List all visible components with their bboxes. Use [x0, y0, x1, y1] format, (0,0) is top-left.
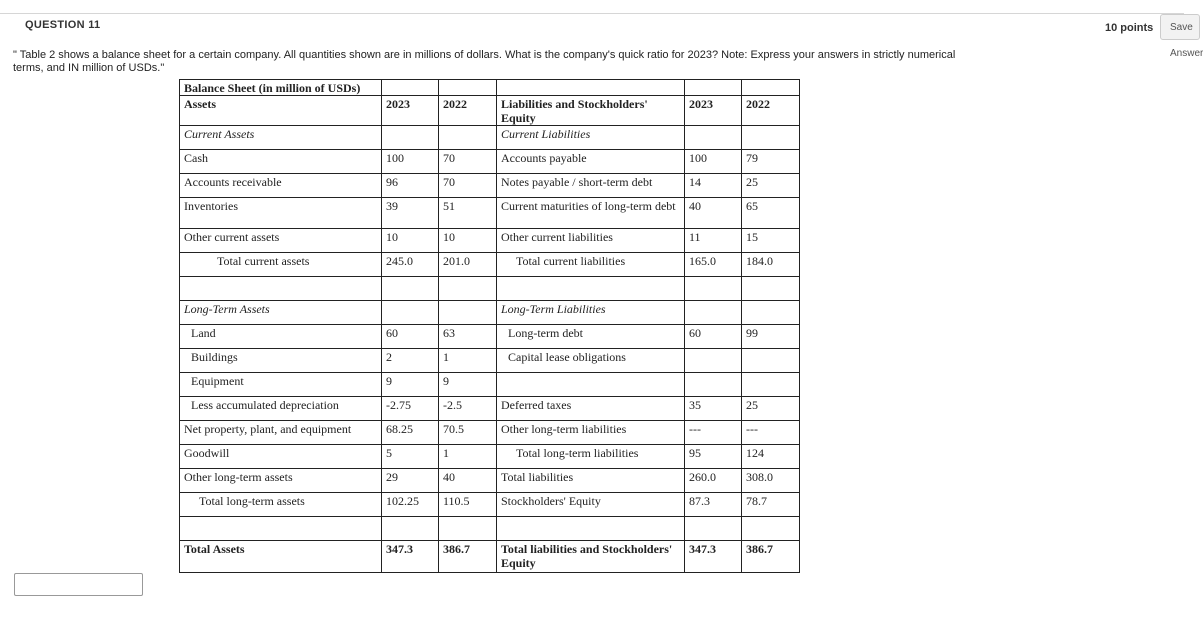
assets-header: Assets [180, 96, 382, 126]
row-label: Current Assets [180, 126, 382, 150]
cell-value [439, 301, 497, 325]
cell-value: 95 [685, 445, 742, 469]
table-row [180, 469, 800, 493]
cell-value: 260.0 [685, 469, 742, 493]
row-label: Goodwill [180, 445, 382, 469]
row-label: Inventories [180, 198, 382, 229]
cell-value: -2.5 [439, 397, 497, 421]
cell-value [742, 277, 800, 301]
cell-value: 347.3 [382, 541, 439, 573]
table-row [180, 421, 800, 445]
cell-value [685, 373, 742, 397]
cell-value: 70 [439, 150, 497, 174]
cell-value: 100 [382, 150, 439, 174]
cell-value: 124 [742, 445, 800, 469]
cell-value: 65 [742, 198, 800, 229]
top-divider [0, 13, 1184, 14]
cell-value: 63 [439, 325, 497, 349]
cell-value: 1 [439, 349, 497, 373]
row-label: Notes payable / short-term debt [497, 174, 685, 198]
cell-value: 40 [439, 469, 497, 493]
row-label: Net property, plant, and equipment [180, 421, 382, 445]
row-label: Accounts receivable [180, 174, 382, 198]
cell-value: 96 [382, 174, 439, 198]
cell-value: 386.7 [742, 541, 800, 573]
table-title: Balance Sheet (in million of USDs) [180, 80, 382, 96]
cell-value [742, 126, 800, 150]
cell-value: 201.0 [439, 253, 497, 277]
cell-value: 40 [685, 198, 742, 229]
cell-value: 99 [742, 325, 800, 349]
cell-value: 1 [439, 445, 497, 469]
row-label: Other current assets [180, 229, 382, 253]
answer-input[interactable] [14, 573, 143, 596]
row-label [497, 277, 685, 301]
year-header: 2022 [439, 96, 497, 126]
total-assets-label: Total Assets [180, 541, 382, 573]
liabilities-header: Liabilities and Stockholders' Equity [497, 96, 685, 126]
total-liabilities-equity-label: Total liabilities and Stockholders' Equity [497, 541, 685, 573]
table-row [180, 445, 800, 469]
cell-value: 79 [742, 150, 800, 174]
cell-value: -2.75 [382, 397, 439, 421]
row-label: Stockholders' Equity [497, 493, 685, 517]
header-row [180, 96, 800, 126]
table-row [180, 126, 800, 150]
row-label: Long-Term Assets [180, 301, 382, 325]
table-row [180, 493, 800, 517]
table-title-row [180, 80, 800, 96]
cell-value [742, 373, 800, 397]
cell-value: 39 [382, 198, 439, 229]
cell-value [439, 126, 497, 150]
cell-value: 110.5 [439, 493, 497, 517]
cell-value: 386.7 [439, 541, 497, 573]
table-row [180, 373, 800, 397]
cell-value [382, 277, 439, 301]
row-label: Deferred taxes [497, 397, 685, 421]
table-row [180, 325, 800, 349]
cell-value [382, 126, 439, 150]
points-label: 10 points [1105, 22, 1154, 34]
cell-value: 25 [742, 397, 800, 421]
row-label: Accounts payable [497, 150, 685, 174]
row-label: Other current liabilities [497, 229, 685, 253]
cell-value [685, 126, 742, 150]
cell-value: 60 [685, 325, 742, 349]
table-row [180, 198, 800, 229]
row-label: Long-Term Liabilities [497, 301, 685, 325]
cell-value [742, 349, 800, 373]
row-label [497, 373, 685, 397]
row-label: Long-term debt [497, 325, 685, 349]
cell-value: 100 [685, 150, 742, 174]
question-title: QUESTION 11 [25, 19, 101, 31]
row-label: Capital lease obligations [497, 349, 685, 373]
row-label: Less accumulated depreciation [180, 397, 382, 421]
save-answer-button[interactable]: Save Answer [1160, 14, 1200, 40]
cell-value: 70.5 [439, 421, 497, 445]
row-label [497, 517, 685, 541]
row-label: Current maturities of long-term debt [497, 198, 685, 229]
cell-value [439, 277, 497, 301]
cell-value: 14 [685, 174, 742, 198]
cell-value: 165.0 [685, 253, 742, 277]
table-row [180, 174, 800, 198]
cell-value: 102.25 [382, 493, 439, 517]
cell-value: 60 [382, 325, 439, 349]
table-row [180, 349, 800, 373]
row-label: Total current assets [180, 253, 382, 277]
year-header: 2023 [685, 96, 742, 126]
cell-value: --- [685, 421, 742, 445]
balance-sheet-table [179, 79, 800, 573]
table-row [180, 150, 800, 174]
cell-value: 35 [685, 397, 742, 421]
cell-value [382, 301, 439, 325]
cell-value [685, 301, 742, 325]
row-label: Total long-term assets [180, 493, 382, 517]
row-label: Total long-term liabilities [497, 445, 685, 469]
cell-value [382, 517, 439, 541]
cell-value: 78.7 [742, 493, 800, 517]
cell-value [685, 277, 742, 301]
cell-value: 184.0 [742, 253, 800, 277]
cell-value: 2 [382, 349, 439, 373]
cell-value: 347.3 [685, 541, 742, 573]
row-label: Other long-term assets [180, 469, 382, 493]
row-label: Buildings [180, 349, 382, 373]
year-header: 2022 [742, 96, 800, 126]
cell-value: 9 [439, 373, 497, 397]
row-label: Land [180, 325, 382, 349]
cell-value: 51 [439, 198, 497, 229]
cell-value: 10 [382, 229, 439, 253]
cell-value: 10 [439, 229, 497, 253]
total-row [180, 541, 800, 573]
cell-value: 11 [685, 229, 742, 253]
table-row [180, 253, 800, 277]
cell-value: --- [742, 421, 800, 445]
cell-value [439, 517, 497, 541]
year-header: 2023 [382, 96, 439, 126]
row-label [180, 517, 382, 541]
table-row [180, 229, 800, 253]
row-label: Total liabilities [497, 469, 685, 493]
cell-value: 5 [382, 445, 439, 469]
cell-value: 29 [382, 469, 439, 493]
row-label [180, 277, 382, 301]
row-label: Cash [180, 150, 382, 174]
cell-value [685, 349, 742, 373]
row-label: Current Liabilities [497, 126, 685, 150]
question-prompt: " Table 2 shows a balance sheet for a certain company. All quantities shown are in millions of dollars. What is the company's quick ratio for 2023? Note: Express your answers in strictly numerical terms, and IN million of USDs." [13, 49, 956, 74]
table-row [180, 301, 800, 325]
cell-value [685, 517, 742, 541]
row-label: Other long-term liabilities [497, 421, 685, 445]
cell-value: 9 [382, 373, 439, 397]
row-label: Equipment [180, 373, 382, 397]
cell-value: 87.3 [685, 493, 742, 517]
table-row [180, 397, 800, 421]
cell-value: 25 [742, 174, 800, 198]
cell-value: 15 [742, 229, 800, 253]
cell-value [742, 517, 800, 541]
cell-value: 70 [439, 174, 497, 198]
row-label: Total current liabilities [497, 253, 685, 277]
table-row [180, 517, 800, 541]
cell-value: 245.0 [382, 253, 439, 277]
cell-value [742, 301, 800, 325]
cell-value: 308.0 [742, 469, 800, 493]
cell-value: 68.25 [382, 421, 439, 445]
table-row [180, 277, 800, 301]
